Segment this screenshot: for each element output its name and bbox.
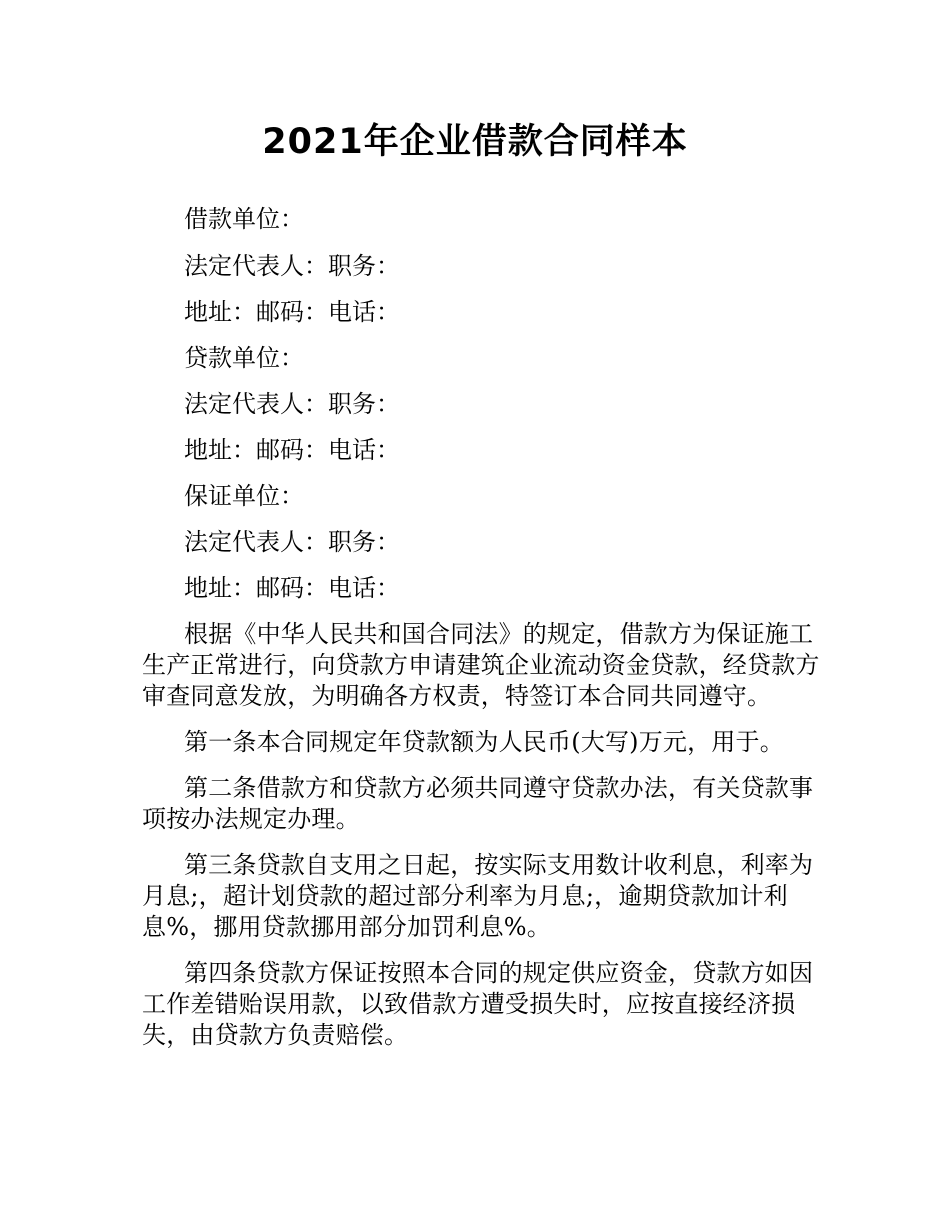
- article-3-paragraph: 第三条贷款自支用之日起，按实际支用数计收利息，利率为月息;，超计划贷款的超过部分利率为月息;，逾期贷款加计利息%，挪用贷款挪用部分加罚利息%。: [142, 851, 814, 941]
- article-2-paragraph: 第二条借款方和贷款方必须共同遵守贷款办法，有关贷款事项按办法规定办理。: [142, 774, 814, 833]
- borrower-address-field: 地址：邮码：电话：: [184, 298, 400, 326]
- guarantor-representative-field: 法定代表人：职务：: [184, 528, 400, 556]
- lender-unit-field: 贷款单位：: [184, 344, 304, 372]
- borrower-representative-field: 法定代表人：职务：: [184, 252, 400, 280]
- preamble-paragraph: 根据《中华人民共和国合同法》的规定，借款方为保证施工生产正常进行，向贷款方申请建筑企业流动资金贷款，经贷款方审查同意发放，为明确各方权责，特签订本合同共同遵守。: [142, 620, 820, 710]
- article-4-paragraph: 第四条贷款方保证按照本合同的规定供应资金，贷款方如因工作差错贻误用款，以致借款方遭受损失时，应按直接经济损失，由贷款方负责赔偿。: [142, 959, 814, 1049]
- article-1-paragraph: 第一条本合同规定年贷款额为人民币(大写)万元，用于。: [184, 728, 784, 756]
- guarantor-address-field: 地址：邮码：电话：: [184, 574, 400, 602]
- document-title: 2021年企业借款合同样本: [262, 122, 688, 162]
- lender-address-field: 地址：邮码：电话：: [184, 436, 400, 464]
- lender-representative-field: 法定代表人：职务：: [184, 390, 400, 418]
- guarantor-unit-field: 保证单位：: [184, 482, 304, 510]
- borrower-unit-field: 借款单位：: [184, 205, 304, 233]
